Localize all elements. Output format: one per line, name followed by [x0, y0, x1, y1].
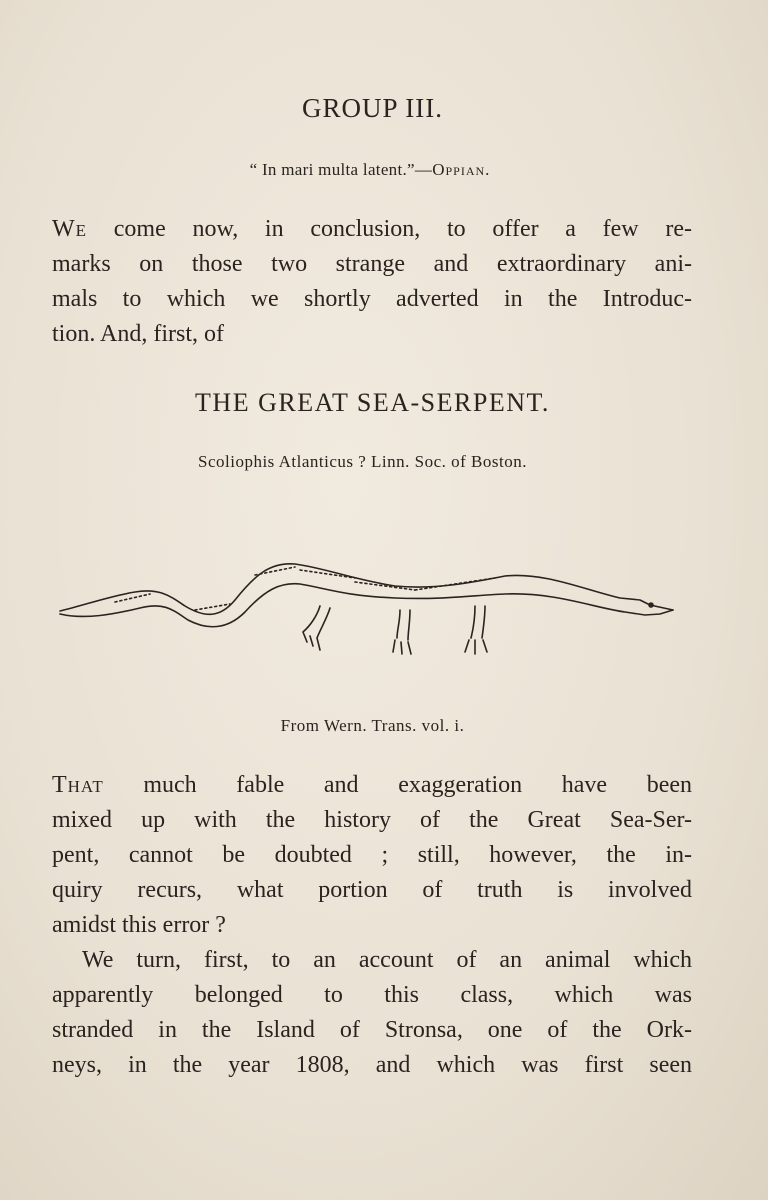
- text-line: mals to which we shortly adverted in the Introduc-: [52, 286, 692, 312]
- epigraph: [0, 160, 740, 180]
- line-text: much fable and exaggeration have been: [103, 772, 692, 798]
- sea-serpent-illustration: [55, 550, 685, 675]
- text-line: tion. And, first, of: [52, 321, 224, 347]
- body-paragraph: [52, 943, 692, 1083]
- text-line: marks on those two strange and extraordinary ani-: [52, 251, 692, 277]
- text-line: apparently belonged to this class, which was: [52, 982, 692, 1008]
- body-paragraph: [52, 768, 692, 943]
- species-name: Scoliophis Atlanticus ? Linn. Soc. of Boston.: [198, 452, 527, 471]
- epigraph-author: Oppian.: [432, 160, 491, 179]
- text-line: pent, cannot be doubted ; still, however, the in-: [52, 842, 692, 868]
- section-title: THE GREAT SEA-SERPENT.: [195, 388, 550, 417]
- text-line: [52, 768, 692, 803]
- text-line: stranded in the Island of Stronsa, one of the Ork-: [52, 1017, 692, 1043]
- text-line: quiry recurs, what portion of truth is involved: [52, 877, 692, 903]
- text-line: mixed up with the history of the Great Sea-Ser-: [52, 807, 692, 833]
- sea-serpent-icon: [55, 550, 685, 670]
- epigraph-dash: —: [414, 160, 433, 179]
- drop-word: That: [52, 772, 104, 798]
- text-line: amidst this error ?: [52, 912, 226, 938]
- line-text: come now, in conclusion, to offer a few re-: [87, 216, 692, 242]
- epigraph-quote: “ In mari multa latent.”: [249, 160, 415, 179]
- text-line: [52, 212, 692, 247]
- intro-paragraph: [52, 212, 692, 352]
- group-heading: GROUP III.: [302, 93, 443, 123]
- text-line: We turn, first, to an account of an animal which: [82, 947, 692, 973]
- figure-caption: From Wern. Trans. vol. i.: [280, 716, 465, 735]
- drop-word: We: [52, 216, 88, 242]
- text-line: neys, in the year 1808, and which was first seen: [52, 1052, 692, 1078]
